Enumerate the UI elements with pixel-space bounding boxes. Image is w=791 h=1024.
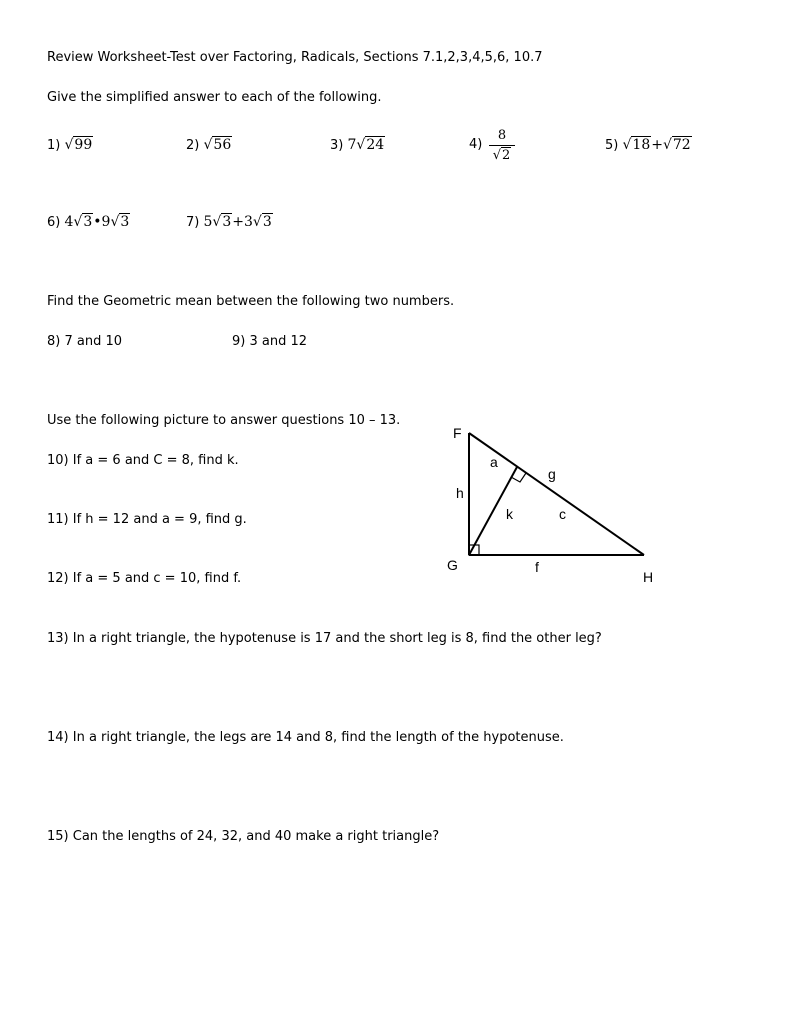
radical: √56 xyxy=(203,137,232,153)
vertex-H: H xyxy=(643,569,654,585)
radical: √72 xyxy=(662,137,691,153)
problem-number: 5) xyxy=(605,138,619,153)
vertex-G: G xyxy=(447,557,458,573)
operator: + xyxy=(651,137,663,153)
segment-label-h: h xyxy=(456,485,464,501)
problem-number: 6) xyxy=(47,215,61,230)
problem-number: 3) xyxy=(330,138,344,153)
problem-1 xyxy=(47,137,93,154)
problem-7 xyxy=(186,214,273,231)
problem-6 xyxy=(47,214,130,231)
segment-label-a: a xyxy=(490,454,498,470)
page-title: Review Worksheet-Test over Factoring, Radicals, Sections 7.1,2,3,4,5,6, 10.7 xyxy=(47,50,543,65)
problem-number: 4) xyxy=(469,137,483,152)
radicand: 3 xyxy=(262,214,272,230)
right-angle-mark-G xyxy=(469,545,479,555)
instruction-picture: Use the following picture to answer questions 10 – 13. xyxy=(47,413,401,428)
radical: √3 xyxy=(212,214,232,230)
problem-2 xyxy=(186,137,232,154)
numerator: 8 xyxy=(497,128,507,143)
operator: • xyxy=(93,214,102,230)
question-11: 11) If h = 12 and a = 9, find g. xyxy=(47,512,247,527)
segment-label-c: c xyxy=(559,506,566,522)
radicand: 3 xyxy=(120,214,130,230)
problem-3 xyxy=(330,137,385,154)
radical: √24 xyxy=(356,137,385,153)
segment-label-f: f xyxy=(535,559,539,575)
coefficient: 3 xyxy=(243,214,253,230)
right-angle-mark-foot xyxy=(511,473,526,482)
radical: √3 xyxy=(110,214,130,230)
instruction-simplify: Give the simplified answer to each of the following. xyxy=(47,90,382,105)
radical: √18 xyxy=(622,137,651,153)
segment-label-g: g xyxy=(548,466,556,482)
radicand: 3 xyxy=(222,214,232,230)
radicand: 56 xyxy=(213,137,232,153)
radicand: 2 xyxy=(502,148,511,163)
question-12: 12) If a = 5 and c = 10, find f. xyxy=(47,571,242,586)
fraction xyxy=(489,128,515,163)
problem-number: 2) xyxy=(186,138,200,153)
operator: + xyxy=(232,214,244,230)
side-FH xyxy=(469,433,644,555)
problem-4 xyxy=(469,137,482,153)
radicand: 3 xyxy=(83,214,93,230)
question-14: 14) In a right triangle, the legs are 14 and 8, find the length of the hypotenuse. xyxy=(47,730,564,745)
denominator-radical: √2 xyxy=(492,148,511,163)
problem-number: 7) xyxy=(186,215,200,230)
coefficient: 4 xyxy=(64,214,74,230)
radicand: 24 xyxy=(366,137,385,153)
radicand: 18 xyxy=(632,137,651,153)
segment-label-k: k xyxy=(506,506,513,522)
vertex-F: F xyxy=(453,425,462,441)
coefficient: 5 xyxy=(203,214,213,230)
radical: √3 xyxy=(73,214,93,230)
question-15: 15) Can the lengths of 24, 32, and 40 make a right triangle? xyxy=(47,829,440,844)
coefficient: 9 xyxy=(101,214,111,230)
question-8: 8) 7 and 10 xyxy=(47,334,123,349)
radicand: 99 xyxy=(74,137,93,153)
radical: √3 xyxy=(252,214,272,230)
altitude-k xyxy=(469,467,517,555)
radicand: 72 xyxy=(672,137,691,153)
problem-5 xyxy=(605,137,692,154)
coefficient: 7 xyxy=(347,137,357,153)
problem-number: 1) xyxy=(47,138,61,153)
radical: √99 xyxy=(64,137,93,153)
question-9: 9) 3 and 12 xyxy=(232,334,308,349)
question-10: 10) If a = 6 and C = 8, find k. xyxy=(47,453,239,468)
instruction-geometric-mean: Find the Geometric mean between the following two numbers. xyxy=(47,294,455,309)
question-13: 13) In a right triangle, the hypotenuse is 17 and the short leg is 8, find the other leg? xyxy=(47,631,602,646)
